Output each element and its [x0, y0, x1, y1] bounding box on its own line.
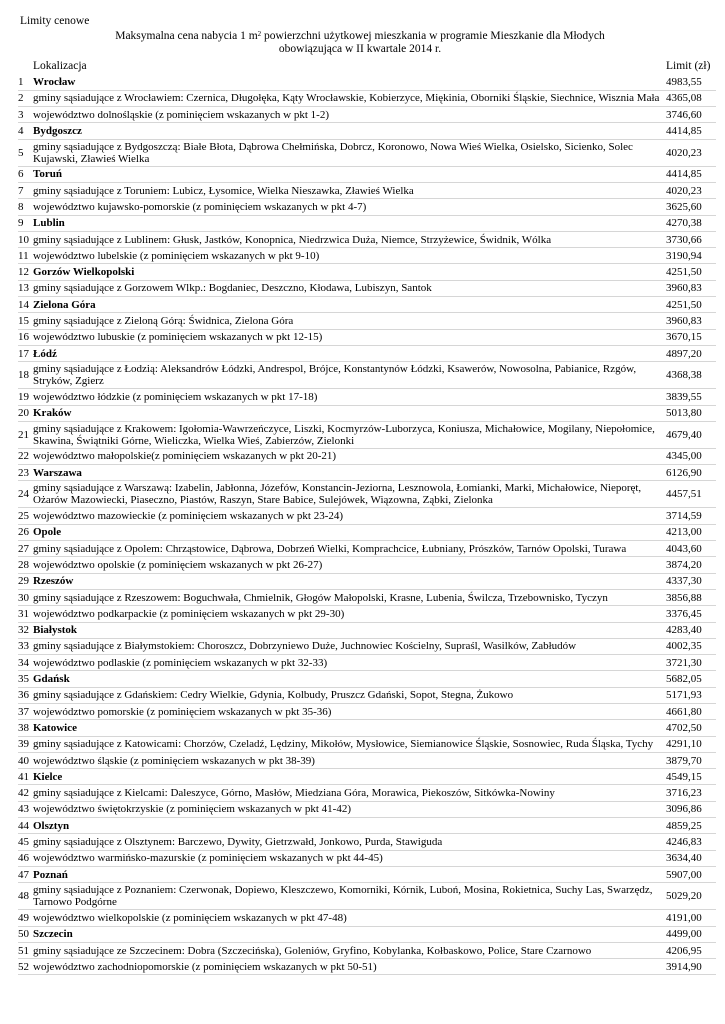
row-limit: 4020,23	[666, 182, 716, 198]
row-location: Kielce	[33, 769, 666, 785]
table-row	[18, 182, 716, 198]
row-location: Kraków	[33, 405, 666, 421]
row-location: województwo lubelskie (z pominięciem wskazanych w pkt 9-10)	[33, 248, 666, 264]
row-number: 11	[18, 248, 33, 264]
row-limit: 4983,55	[666, 74, 716, 90]
table-row-city	[18, 524, 716, 540]
row-number: 18	[18, 362, 33, 389]
table-row	[18, 655, 716, 671]
title-line-1-rest: powierzchni użytkowej mieszkania w programie Mieszkanie dla Młodych	[261, 30, 605, 42]
row-location: województwo dolnośląskie (z pominięciem wskazanych w pkt 1-2)	[33, 107, 666, 123]
table-row	[18, 448, 716, 464]
row-location: Zielona Góra	[33, 297, 666, 313]
row-limit: 4291,10	[666, 736, 716, 752]
row-number: 29	[18, 573, 33, 589]
row-limit: 4365,08	[666, 90, 716, 106]
row-limit: 4499,00	[666, 926, 716, 942]
table-row	[18, 910, 716, 926]
row-limit: 4457,51	[666, 481, 716, 508]
row-limit: 3634,40	[666, 850, 716, 866]
table-row-city	[18, 345, 716, 361]
row-number: 6	[18, 166, 33, 182]
row-location: województwo opolskie (z pominięciem wskazanych w pkt 26-27)	[33, 557, 666, 573]
table-row	[18, 508, 716, 524]
row-number: 52	[18, 959, 33, 975]
row-number: 41	[18, 769, 33, 785]
table-row	[18, 107, 716, 123]
row-number: 5	[18, 139, 33, 166]
row-limit: 3960,83	[666, 280, 716, 296]
table-row	[18, 638, 716, 654]
row-number: 35	[18, 671, 33, 687]
title-line-2: obowiązująca w II kwartale 2014 r.	[278, 43, 442, 55]
table-row	[18, 313, 716, 329]
table-row	[18, 785, 716, 801]
row-limit: 4251,50	[666, 264, 716, 280]
row-number: 3	[18, 107, 33, 123]
row-location: województwo podlaskie (z pominięciem wskazanych w pkt 32-33)	[33, 655, 666, 671]
row-location: gminy sąsiadujące z Krakowem: Igołomia-Wawrzeńczyce, Liszki, Kocmyrzów-Luborzyca, Koniusza, Michałowice, Mogilany, Niepołomice, Skawina, Świątniki Górne, Wieliczka, Wielka Wieś, Zabierzów, Zielonki	[33, 421, 666, 448]
table-row-city	[18, 622, 716, 638]
table-row	[18, 704, 716, 720]
row-location: województwo warmińsko-mazurskie (z pominięciem wskazanych w pkt 44-45)	[33, 850, 666, 866]
row-limit: 3914,90	[666, 959, 716, 975]
row-limit: 3960,83	[666, 313, 716, 329]
row-location: Rzeszów	[33, 573, 666, 589]
title-line-1	[60, 30, 660, 43]
row-limit: 3190,94	[666, 248, 716, 264]
row-number: 45	[18, 834, 33, 850]
row-limit: 3670,15	[666, 329, 716, 345]
row-location: województwo świętokrzyskie (z pominięciem wskazanych w pkt 41-42)	[33, 801, 666, 817]
row-number: 15	[18, 313, 33, 329]
table-row	[18, 139, 716, 166]
row-limit: 3716,23	[666, 785, 716, 801]
row-location: Łódź	[33, 345, 666, 361]
row-limit: 4679,40	[666, 421, 716, 448]
page-label: Limity cenowe	[20, 15, 90, 27]
row-location: województwo łódzkie (z pominięciem wskazanych w pkt 17-18)	[33, 389, 666, 405]
row-limit: 3730,66	[666, 231, 716, 247]
table-row	[18, 199, 716, 215]
row-location: Białystok	[33, 622, 666, 638]
row-limit: 4246,83	[666, 834, 716, 850]
row-location: gminy sąsiadujące z Łodzią: Aleksandrów Łódzki, Andrespol, Brójce, Konstantynów Łódzki, Ksawerów, Nowosolna, Pabianice, Rzgów, Stryków, Zgierz	[33, 362, 666, 389]
row-limit: 4337,30	[666, 573, 716, 589]
table-row	[18, 362, 716, 389]
row-number: 22	[18, 448, 33, 464]
row-location: gminy sąsiadujące z Białymstokiem: Choroszcz, Dobrzyniewo Duże, Juchnowiec Kościelny, Supraśl, Wasilków, Zabłudów	[33, 638, 666, 654]
table-row	[18, 280, 716, 296]
row-limit: 4206,95	[666, 942, 716, 958]
row-location: województwo śląskie (z pominięciem wskazanych w pkt 38-39)	[33, 752, 666, 768]
row-limit: 4549,15	[666, 769, 716, 785]
row-limit: 5171,93	[666, 687, 716, 703]
row-number: 51	[18, 942, 33, 958]
row-number: 14	[18, 297, 33, 313]
price-limits-table	[18, 58, 716, 975]
row-number: 27	[18, 541, 33, 557]
row-number: 4	[18, 123, 33, 139]
column-header-location: Lokalizacja	[33, 60, 87, 72]
table-row-city	[18, 818, 716, 834]
row-location: gminy sąsiadujące z Zieloną Górą: Świdnica, Zielona Góra	[33, 313, 666, 329]
document-title	[60, 30, 660, 56]
row-location: Gdańsk	[33, 671, 666, 687]
row-number: 44	[18, 818, 33, 834]
title-superscript: 2	[257, 30, 262, 38]
row-number: 1	[18, 74, 33, 90]
row-limit: 4270,38	[666, 215, 716, 231]
row-location: Lublin	[33, 215, 666, 231]
row-limit: 3721,30	[666, 655, 716, 671]
row-limit: 3839,55	[666, 389, 716, 405]
row-location: gminy sąsiadujące z Katowicami: Chorzów, Czeladź, Lędziny, Mikołów, Mysłowice, Siemianowice Śląskie, Sosnowiec, Ruda Śląska, Tychy	[33, 736, 666, 752]
row-number: 2	[18, 90, 33, 106]
row-number: 46	[18, 850, 33, 866]
row-limit: 3856,88	[666, 589, 716, 605]
row-number: 47	[18, 866, 33, 882]
row-limit: 5013,80	[666, 405, 716, 421]
table-body	[18, 74, 716, 975]
row-location: Bydgoszcz	[33, 123, 666, 139]
table-row-city	[18, 720, 716, 736]
row-number: 28	[18, 557, 33, 573]
table-row-city	[18, 123, 716, 139]
row-limit: 4283,40	[666, 622, 716, 638]
table-row	[18, 329, 716, 345]
row-location: Szczecin	[33, 926, 666, 942]
row-location: województwo pomorskie (z pominięciem wskazanych w pkt 35-36)	[33, 704, 666, 720]
row-number: 39	[18, 736, 33, 752]
row-limit: 4414,85	[666, 123, 716, 139]
row-location: gminy sąsiadujące z Gorzowem Wlkp.: Bogdaniec, Deszczno, Kłodawa, Lubiszyn, Santok	[33, 280, 666, 296]
row-number: 20	[18, 405, 33, 421]
row-location: Warszawa	[33, 465, 666, 481]
row-limit: 3746,60	[666, 107, 716, 123]
row-limit: 5907,00	[666, 866, 716, 882]
row-number: 25	[18, 508, 33, 524]
table-row	[18, 231, 716, 247]
row-number: 26	[18, 524, 33, 540]
row-location: gminy sąsiadujące z Rzeszowem: Boguchwała, Chmielnik, Głogów Małopolski, Krasne, Lubenia, Świlcza, Trzebownisko, Tyczyn	[33, 589, 666, 605]
row-number: 43	[18, 801, 33, 817]
table-row-city	[18, 671, 716, 687]
row-location: gminy sąsiadujące z Poznaniem: Czerwonak, Dopiewo, Kleszczewo, Komorniki, Kórnik, Luboń, Mosina, Rokietnica, Suchy Las, Swarzędz, Tarnowo Podgórne	[33, 883, 666, 910]
row-location: Toruń	[33, 166, 666, 182]
row-number: 36	[18, 687, 33, 703]
table-row-city	[18, 769, 716, 785]
row-number: 30	[18, 589, 33, 605]
row-limit: 4859,25	[666, 818, 716, 834]
row-limit: 3096,86	[666, 801, 716, 817]
row-limit: 3376,45	[666, 606, 716, 622]
row-limit: 4414,85	[666, 166, 716, 182]
row-limit: 4191,00	[666, 910, 716, 926]
title-line-1-text: Maksymalna cena nabycia 1 m	[115, 30, 258, 42]
row-location: Olsztyn	[33, 818, 666, 834]
row-number: 23	[18, 465, 33, 481]
table-row	[18, 959, 716, 975]
row-number: 31	[18, 606, 33, 622]
row-location: Wrocław	[33, 74, 666, 90]
table-row-city	[18, 926, 716, 942]
row-number: 34	[18, 655, 33, 671]
row-limit: 3625,60	[666, 199, 716, 215]
row-limit: 3879,70	[666, 752, 716, 768]
row-limit: 4345,00	[666, 448, 716, 464]
table-row	[18, 801, 716, 817]
row-location: gminy sąsiadujące z Bydgoszczą: Białe Błota, Dąbrowa Chełmińska, Dobrcz, Koronowo, Nowa Wieś Wielka, Osielsko, Sicienko, Solec Kujawski, Zławieś Wielka	[33, 139, 666, 166]
row-number: 32	[18, 622, 33, 638]
row-number: 17	[18, 345, 33, 361]
table-row-city	[18, 215, 716, 231]
row-number: 49	[18, 910, 33, 926]
row-limit: 3874,20	[666, 557, 716, 573]
row-limit: 5682,05	[666, 671, 716, 687]
row-location: gminy sąsiadujące z Toruniem: Lubicz, Łysomice, Wielka Nieszawka, Zławieś Wielka	[33, 182, 666, 198]
table-row-city	[18, 405, 716, 421]
table-row-city	[18, 465, 716, 481]
row-number: 8	[18, 199, 33, 215]
row-number: 24	[18, 481, 33, 508]
row-location: województwo małopolskie(z pominięciem wskazanych w pkt 20-21)	[33, 448, 666, 464]
table-row	[18, 481, 716, 508]
row-number: 50	[18, 926, 33, 942]
row-number: 9	[18, 215, 33, 231]
table-row	[18, 589, 716, 605]
table-row	[18, 942, 716, 958]
row-limit: 4661,80	[666, 704, 716, 720]
table-row	[18, 557, 716, 573]
row-number: 37	[18, 704, 33, 720]
table-row	[18, 752, 716, 768]
row-location: gminy sąsiadujące z Warszawą: Izabelin, Jabłonna, Józefów, Konstancin-Jeziorna, Lesznowola, Łomianki, Marki, Michałowice, Nieporęt, Ożarów Mazowiecki, Piaseczno, Piastów, Raszyn, Stare Babice, Sulejówek, Wiązowna, Ząbki, Zielonka	[33, 481, 666, 508]
table-row	[18, 834, 716, 850]
row-limit: 3714,59	[666, 508, 716, 524]
row-location: gminy sąsiadujące z Wrocławiem: Czernica, Długołęka, Kąty Wrocławskie, Kobierzyce, Miękinia, Oborniki Śląskie, Siechnice, Wisznia Mała	[33, 90, 666, 106]
row-location: gminy sąsiadujące z Kielcami: Daleszyce, Górno, Masłów, Miedziana Góra, Morawica, Piekoszów, Sitkówka-Nowiny	[33, 785, 666, 801]
row-limit: 4897,20	[666, 345, 716, 361]
row-location: Gorzów Wielkopolski	[33, 264, 666, 280]
table-row	[18, 850, 716, 866]
row-location: gminy sąsiadujące z Lublinem: Głusk, Jastków, Konopnica, Niedrzwica Duża, Niemce, Strzyżewice, Świdnik, Wólka	[33, 231, 666, 247]
row-limit: 4020,23	[666, 139, 716, 166]
table-row-city	[18, 166, 716, 182]
row-number: 16	[18, 329, 33, 345]
row-location: województwo kujawsko-pomorskie (z pominięciem wskazanych w pkt 4-7)	[33, 199, 666, 215]
row-location: województwo wielkopolskie (z pominięciem wskazanych w pkt 47-48)	[33, 910, 666, 926]
row-location: województwo podkarpackie (z pominięciem wskazanych w pkt 29-30)	[33, 606, 666, 622]
column-header-limit: Limit (zł)	[666, 60, 711, 72]
table-row	[18, 687, 716, 703]
row-limit: 5029,20	[666, 883, 716, 910]
row-location: gminy sąsiadujące ze Szczecinem: Dobra (Szczecińska), Goleniów, Gryfino, Kobylanka, Kołbaskowo, Police, Stare Czarnowo	[33, 942, 666, 958]
row-number: 13	[18, 280, 33, 296]
row-number: 10	[18, 231, 33, 247]
row-limit: 6126,90	[666, 465, 716, 481]
row-location: województwo zachodniopomorskie (z pominięciem wskazanych w pkt 50-51)	[33, 959, 666, 975]
table-header-row	[18, 58, 716, 74]
table-row	[18, 389, 716, 405]
table-row-city	[18, 74, 716, 90]
row-limit: 4002,35	[666, 638, 716, 654]
row-number: 12	[18, 264, 33, 280]
table-row-city	[18, 264, 716, 280]
row-location: Opole	[33, 524, 666, 540]
row-location: Poznań	[33, 866, 666, 882]
row-location: Katowice	[33, 720, 666, 736]
row-limit: 4043,60	[666, 541, 716, 557]
table-row	[18, 421, 716, 448]
table-row	[18, 541, 716, 557]
row-number: 21	[18, 421, 33, 448]
row-location: województwo mazowieckie (z pominięciem wskazanych w pkt 23-24)	[33, 508, 666, 524]
table-row	[18, 90, 716, 106]
row-limit: 4702,50	[666, 720, 716, 736]
row-location: gminy sąsiadujące z Gdańskiem: Cedry Wielkie, Gdynia, Kolbudy, Pruszcz Gdański, Sopot, Stegna, Żukowo	[33, 687, 666, 703]
row-number: 42	[18, 785, 33, 801]
table-row-city	[18, 297, 716, 313]
row-limit: 4213,00	[666, 524, 716, 540]
row-limit: 4368,38	[666, 362, 716, 389]
table-row	[18, 736, 716, 752]
row-number: 48	[18, 883, 33, 910]
row-number: 40	[18, 752, 33, 768]
row-number: 38	[18, 720, 33, 736]
table-row-city	[18, 573, 716, 589]
table-row-city	[18, 866, 716, 882]
row-number: 7	[18, 182, 33, 198]
row-limit: 4251,50	[666, 297, 716, 313]
row-location: województwo lubuskie (z pominięciem wskazanych w pkt 12-15)	[33, 329, 666, 345]
row-number: 19	[18, 389, 33, 405]
table-row	[18, 883, 716, 910]
row-location: gminy sąsiadujące z Olsztynem: Barczewo, Dywity, Gietrzwałd, Jonkowo, Purda, Stawiguda	[33, 834, 666, 850]
row-location: gminy sąsiadujące z Opolem: Chrząstowice, Dąbrowa, Dobrzeń Wielki, Komprachcice, Łubniany, Prószków, Tarnów Opolski, Turawa	[33, 541, 666, 557]
row-number: 33	[18, 638, 33, 654]
table-row	[18, 606, 716, 622]
table-row	[18, 248, 716, 264]
